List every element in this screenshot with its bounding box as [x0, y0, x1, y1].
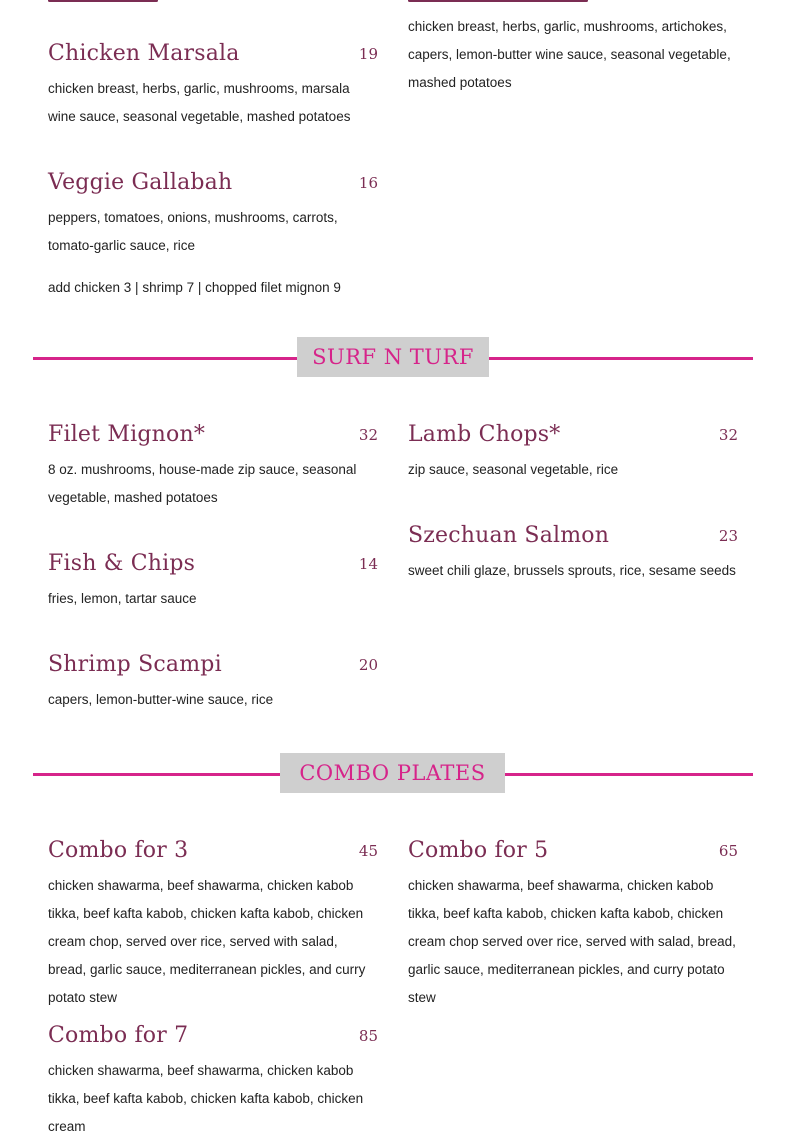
menu-item-name: Combo for 7: [48, 1023, 189, 1048]
menu-item-addons: add chicken 3 | shrimp 7 | chopped filet mignon 9: [48, 280, 341, 295]
menu-item-description: 8 oz. mushrooms, house-made zip sauce, seasonal vegetable, mashed potatoes: [48, 462, 357, 505]
menu-item-name: Lamb Chops*: [408, 422, 561, 447]
menu-item-price: 65: [718, 842, 738, 860]
clipped-heading-left: [48, 0, 158, 6]
menu-item-price: 85: [358, 1027, 378, 1045]
menu-item-price: 20: [358, 656, 378, 674]
menu-item-name: Combo for 3: [48, 838, 189, 863]
menu-item-description: fries, lemon, tartar sauce: [48, 591, 197, 606]
menu-item-name: Combo for 5: [408, 838, 549, 863]
menu-item-name: Chicken Marsala: [48, 41, 240, 66]
menu-item-description: chicken shawarma, beef shawarma, chicken kabob tikka, beef kafta kabob, chicken kafta kabob, chicken cream chop, served over rice, served with salad, bread, garlic sauce, mediterranean pickles, and curry potato stew: [48, 878, 366, 1005]
menu-item-price: 16: [358, 174, 378, 192]
menu-item-description: chicken breast, herbs, garlic, mushrooms, artichokes, capers, lemon-butter wine sauce, seasonal vegetable, mashed potatoes: [408, 19, 731, 90]
menu-item-description: peppers, tomatoes, onions, mushrooms, carrots, tomato-garlic sauce, rice: [48, 210, 338, 253]
menu-item-name: Shrimp Scampi: [48, 652, 222, 677]
section-title-surf-n-turf: SURF N TURF: [297, 337, 489, 377]
menu-item-price: 32: [718, 426, 738, 444]
menu-item-description: chicken shawarma, beef shawarma, chicken kabob tikka, beef kafta kabob, chicken kafta kabob, chicken cream chop served over rice, served with salad, bread, garlic sauce, mediterranean pickles, and curry potato stew: [408, 878, 736, 1005]
menu-item-price: 45: [358, 842, 378, 860]
menu-item-price: 19: [358, 45, 378, 63]
menu-item-name: Fish & Chips: [48, 551, 196, 576]
menu-item-price: 23: [718, 527, 738, 545]
menu-item-name: Filet Mignon*: [48, 422, 206, 447]
menu-item-name: Veggie Gallabah: [48, 170, 233, 195]
menu-item-price: 32: [358, 426, 378, 444]
menu-item-description: capers, lemon-butter-wine sauce, rice: [48, 692, 274, 707]
menu-item-description: sweet chili glaze, brussels sprouts, rice, sesame seeds: [408, 563, 736, 578]
section-title-combo-plates: COMBO PLATES: [280, 753, 505, 793]
menu-item-name: Szechuan Salmon: [408, 523, 610, 548]
clipped-heading-right: [408, 0, 588, 6]
menu-item-price: 14: [358, 555, 378, 573]
menu-item-description: zip sauce, seasonal vegetable, rice: [408, 462, 619, 477]
menu-item-description: chicken breast, herbs, garlic, mushrooms, marsala wine sauce, seasonal vegetable, mashed potatoes: [48, 81, 351, 124]
menu-item-description: chicken shawarma, beef shawarma, chicken kabob tikka, beef kafta kabob, chicken kafta kabob, chicken cream: [48, 1063, 364, 1134]
